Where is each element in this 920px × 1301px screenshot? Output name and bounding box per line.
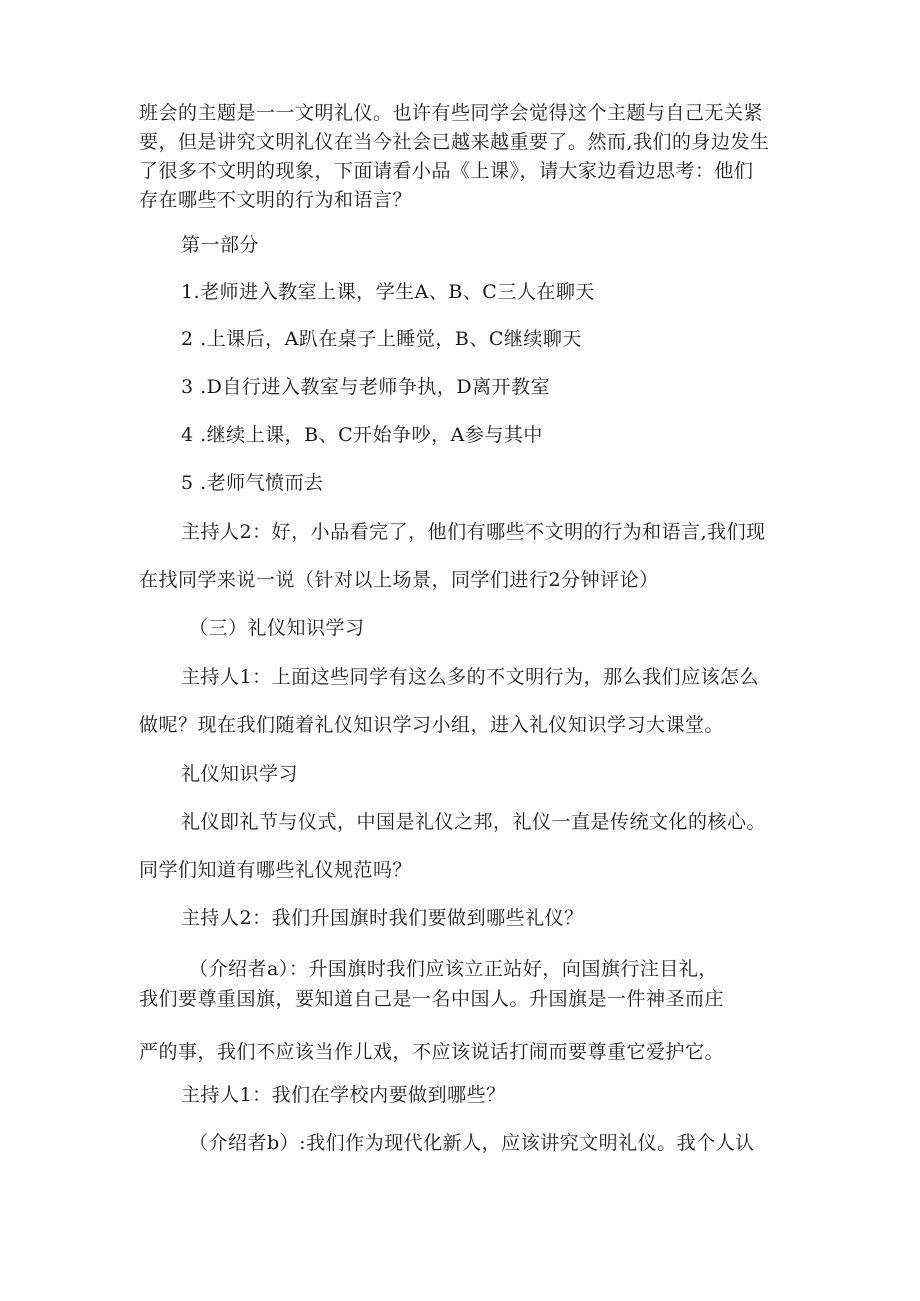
host1-remark-line-1: 主持人1：上面这些同学有这么多的不文明行为，那么我们应该怎么 xyxy=(181,666,760,688)
etiquette-definition-line-1: 礼仪即礼节与仪式，中国是礼仪之邦，礼仪一直是传统文化的核心。 xyxy=(181,811,767,833)
host2-flag-question: 主持人2：我们升国旗时我们要做到哪些礼仪？ xyxy=(181,907,584,929)
intro-paragraph-line-3: 了很多不文明的现象，下面请看小品《上课》，请大家边看边思考：他们 xyxy=(139,160,754,182)
scene-list-item-3: 3 .D自行进入教室与老师争执，D离开教室 xyxy=(181,376,551,398)
scene-list-item-5: 5 .老师气愤而去 xyxy=(181,472,324,494)
intro-paragraph-line-1: 班会的主题是一一文明礼仪。也许有些同学会觉得这个主题与自己无关紧 xyxy=(139,102,764,124)
section-heading-part-one: 第一部分 xyxy=(181,234,260,256)
introducer-a-answer-line-2: 我们要尊重国旗，要知道自己是一名中国人。升国旗是一件神圣而庄 xyxy=(139,988,725,1010)
host2-remark-line-1: 主持人2：好，小品看完了，他们有哪些不文明的行为和语言,我们现 xyxy=(181,521,766,543)
host2-remark-line-2: 在找同学来说一说（针对以上场景，同学们进行2分钟评论） xyxy=(139,569,659,591)
etiquette-definition-line-2: 同学们知道有哪些礼仪规范吗？ xyxy=(139,859,413,881)
scene-list-item-2: 2 .上课后，A趴在桌子上睡觉，B、C继续聊天 xyxy=(181,328,582,350)
subheading-etiquette-knowledge: 礼仪知识学习 xyxy=(181,763,299,785)
host1-remark-line-2: 做呢？现在我们随着礼仪知识学习小组，进入礼仪知识学习大课堂。 xyxy=(139,714,725,736)
introducer-a-answer-line-1: （介绍者a）：升国旗时我们应该立正站好，向国旗行注目礼， xyxy=(189,958,718,980)
introducer-b-answer-line-1: （介绍者b）:我们作为现代化新人，应该讲究文明礼仪。我个人认 xyxy=(189,1132,755,1154)
intro-paragraph-line-4: 存在哪些不文明的行为和语言？ xyxy=(139,189,413,211)
scene-list-item-1: 1.老师进入教室上课，学生A、B、C三人在聊天 xyxy=(181,281,595,303)
scene-list-item-4: 4 .继续上课，B、C开始争吵，A参与其中 xyxy=(181,424,543,446)
introducer-a-answer-line-3: 严的事，我们不应该当作儿戏，不应该说话打闹而要尊重它爱护它。 xyxy=(139,1041,725,1063)
intro-paragraph-line-2: 要，但是讲究文明礼仪在当今社会已越来越重要了。然而,我们的身边发生 xyxy=(139,131,770,153)
section-heading-etiquette-learning: （三）礼仪知识学习 xyxy=(189,617,365,639)
host1-school-question: 主持人1：我们在学校内要做到哪些？ xyxy=(181,1084,506,1106)
